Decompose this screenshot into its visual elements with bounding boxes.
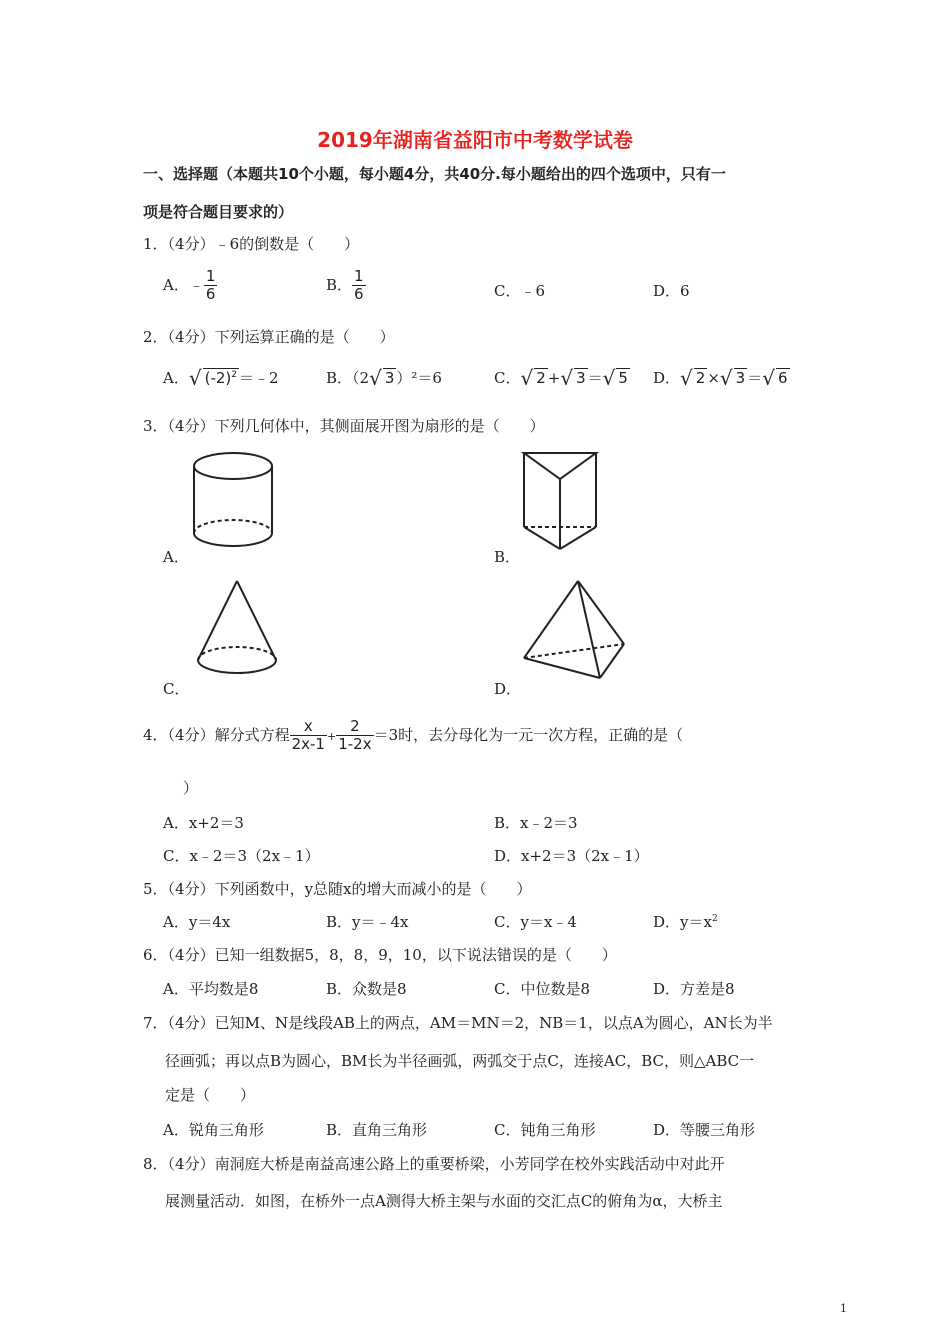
radical-sign: √ — [188, 366, 202, 390]
question-4-stem-end: ） — [183, 779, 199, 797]
cylinder-figure — [188, 448, 278, 554]
question-6-option-a: A．平均数是8 — [163, 980, 259, 998]
equals-sign: ＝ — [587, 369, 603, 387]
question-7-line2: 径画弧；再以点B为圆心，BM长为半径画弧，两弧交于点C，连接AC，BC，则△ABC一 — [165, 1052, 755, 1070]
question-2-stem: 2．（4分）下列运算正确的是（ ） — [143, 328, 395, 346]
numerator: 1 — [354, 267, 364, 285]
radical-sign: √ — [560, 366, 574, 390]
question-5-stem: 5．（4分）下列函数中，y总随x的增大而减小的是（ ） — [143, 880, 532, 898]
page-number: 1 — [840, 1302, 847, 1315]
denominator: 6 — [354, 285, 364, 304]
fraction — [204, 268, 218, 304]
radical-sign: √ — [719, 366, 733, 390]
question-8-line1: 8．（4分）南洞庭大桥是南益高速公路上的重要桥梁，小芳同学在校外实践活动中对此开 — [143, 1155, 725, 1173]
radical-sign: √ — [680, 366, 693, 390]
cone-figure — [192, 578, 282, 678]
radicand: 3 — [384, 369, 395, 387]
option-label: C． — [494, 369, 521, 387]
times-sign: × — [707, 369, 720, 387]
minus-sign: ﹣ — [188, 275, 204, 294]
question-6-option-c: C．中位数是8 — [494, 980, 591, 998]
question-8-line2: 展测量活动．如图，在桥外一点A测得大桥主架与水面的交汇点C的俯角为α，大桥主 — [165, 1192, 723, 1210]
numerator: 2 — [336, 718, 373, 736]
question-6-option-d: D．方差是8 — [653, 980, 735, 998]
radicand: 6 — [777, 369, 788, 387]
question-7-line1: 7．（4分）已知M、N是线段AB上的两点，AM＝MN＝2，NB＝1，以点A为圆心，AN长为半 — [143, 1014, 773, 1032]
question-1-option-b — [326, 268, 366, 304]
radicand: 3 — [576, 369, 586, 387]
section-heading-line1: 一、选择题（本题共10个小题，每小题4分，共40分.每小题给出的四个选项中，只有一 — [143, 165, 726, 183]
denominator: 1-2x — [338, 735, 372, 754]
option-tail: ）²＝6 — [396, 369, 442, 387]
question-6-stem: 6．（4分）已知一组数据5，8，8，9，10，以下说法错误的是（ ） — [143, 946, 617, 964]
denominator: 2x-1 — [291, 735, 325, 754]
exponent: 2 — [711, 914, 718, 924]
radicand: 2 — [695, 369, 706, 387]
option-label: A． — [163, 369, 189, 387]
radicand: 3 — [735, 369, 746, 387]
radical-sign: √ — [369, 366, 382, 390]
denominator: 6 — [205, 285, 216, 304]
question-2-option-a — [163, 366, 279, 390]
question-3-option-d: D． — [494, 680, 522, 698]
exponent: 2 — [231, 370, 237, 380]
equals-sign: ＝ — [747, 369, 763, 387]
question-4-option-b: B．x﹣2＝3 — [494, 814, 578, 832]
plus-sign: + — [547, 369, 561, 387]
triangular-prism-figure — [518, 445, 608, 553]
question-6-option-b: B．众数是8 — [326, 980, 407, 998]
numerator: x — [290, 718, 327, 736]
option-tail: ＝﹣2 — [239, 369, 279, 387]
option-text: D．y＝x — [653, 913, 712, 931]
page-title: 2019年湖南省益阳市中考数学试卷 — [317, 128, 633, 152]
question-7-option-c: C．钝角三角形 — [494, 1121, 596, 1139]
fraction-1 — [290, 718, 327, 754]
question-7-line3: 定是（ ） — [165, 1086, 256, 1104]
stem-prefix: 4．（4分）解分式方程 — [143, 725, 290, 744]
fraction-2 — [336, 718, 373, 754]
question-4-option-a: A．x+2＝3 — [163, 814, 244, 832]
question-5-option-c: C．y＝x﹣4 — [494, 913, 577, 931]
fraction — [352, 268, 366, 304]
question-1-option-d: D．6 — [653, 282, 690, 300]
numerator: 1 — [205, 267, 216, 285]
question-1-option-a — [163, 268, 217, 304]
radical-sign: √ — [602, 366, 616, 390]
question-4-stem — [143, 718, 683, 754]
section-heading-line2: 项是符合题目要求的） — [143, 203, 294, 221]
question-1-option-c: C．﹣6 — [494, 282, 546, 300]
radicand: 2 — [536, 369, 546, 387]
option-label: D． — [653, 369, 681, 387]
radical-sign: √ — [762, 366, 775, 390]
radicand: 5 — [618, 369, 628, 387]
radicand — [203, 368, 239, 387]
option-prefix: B．（2 — [326, 369, 370, 387]
question-5-option-b: B．y＝﹣4x — [326, 913, 409, 931]
question-5-option-d — [653, 911, 718, 932]
question-4-option-c: C．x﹣2＝3（2x﹣1） — [163, 847, 320, 865]
option-label: A． — [163, 275, 189, 294]
question-2-option-d — [653, 366, 790, 390]
question-5-option-a: A．y＝4x — [163, 913, 231, 931]
option-label: B． — [326, 275, 353, 294]
tetrahedron-figure — [518, 578, 628, 682]
question-7-option-a: A．锐角三角形 — [163, 1121, 264, 1139]
question-2-option-c — [494, 366, 630, 390]
radicand-text: (-2) — [204, 369, 232, 387]
question-3-option-a: A． — [163, 548, 189, 566]
stem-suffix: ＝3时，去分母化为一元一次方程，正确的是（ — [373, 725, 684, 744]
question-2-option-b — [326, 366, 442, 390]
question-7-option-b: B．直角三角形 — [326, 1121, 428, 1139]
question-1-stem: 1．（4分）﹣6的倒数是（ ） — [143, 235, 360, 253]
question-3-option-c: C． — [163, 680, 190, 698]
question-7-option-d: D．等腰三角形 — [653, 1121, 756, 1139]
plus-sign: + — [326, 729, 337, 743]
radical-sign: √ — [520, 366, 534, 390]
question-4-option-d: D．x+2＝3（2x﹣1） — [494, 847, 649, 865]
question-3-stem: 3．（4分）下列几何体中，其侧面展开图为扇形的是（ ） — [143, 417, 545, 435]
question-3-option-b: B． — [494, 548, 521, 566]
